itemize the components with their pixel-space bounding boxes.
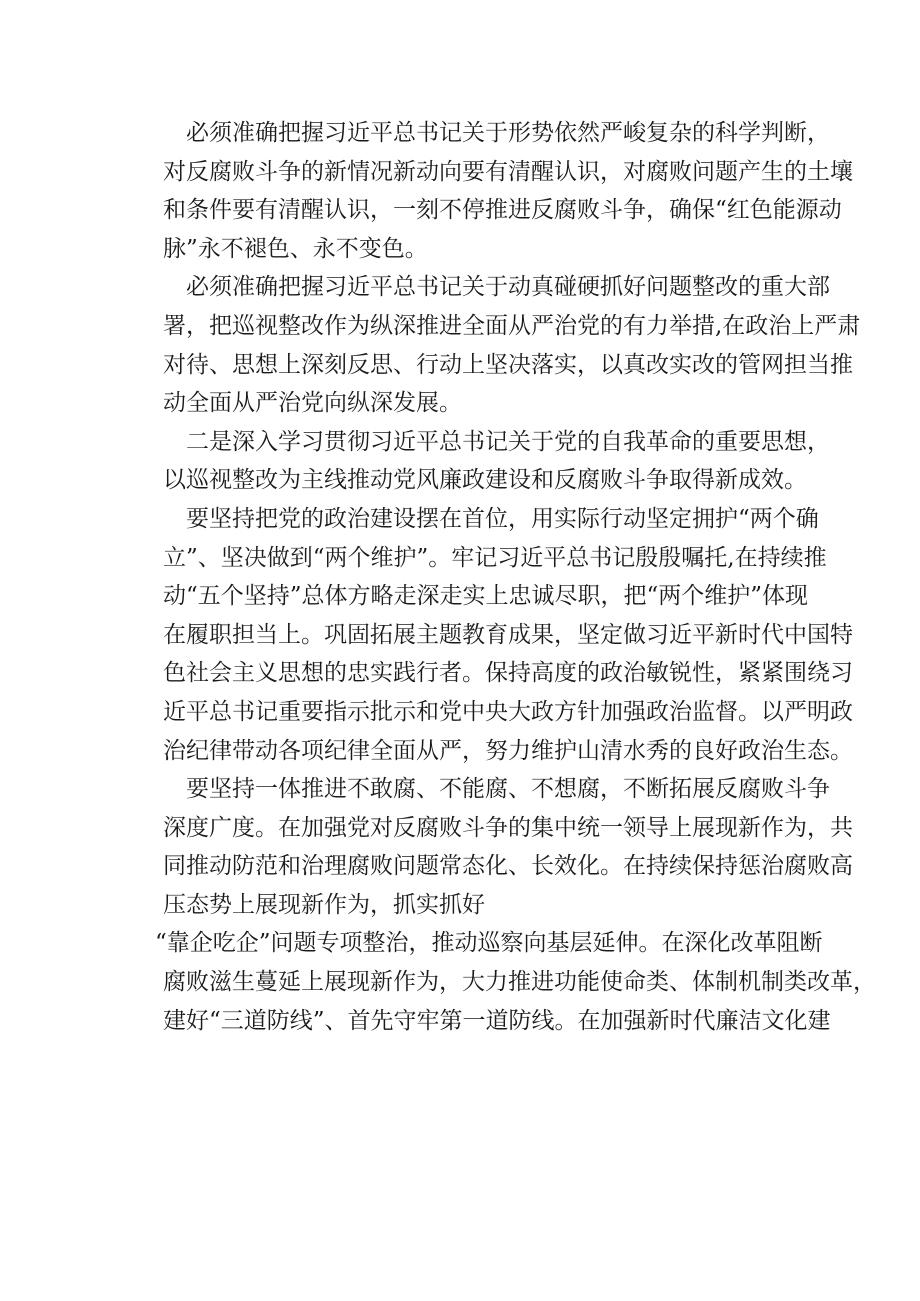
paragraph-4-line-6: 近平总书记重要指示批示和党中央大政方针加强政治监督。以严明政 [163, 698, 853, 725]
paragraph-2-line-1: 必须准确把握习近平总书记关于动真碰硬抓好问题整改的重大部 [186, 274, 830, 301]
paragraph-1-line-3: 和条件要有清醒认识，一刻不停推进反腐败斗争，确保“红色能源动 [163, 197, 842, 224]
paragraph-1-line-4: 脉”永不褪色、永不变色。 [163, 235, 428, 262]
paragraph-5-line-4: 压态势上展现新作为，抓实抓好 [163, 891, 485, 918]
paragraph-5-line-5: “靠企吃企”问题专项整治，推动巡察向基层延伸。在深化改革阻断 [155, 930, 823, 957]
paragraph-4-line-5: 色社会主义思想的忠实践行者。保持高度的政治敏锐性，紧紧围绕习 [163, 660, 853, 687]
paragraph-1-line-1: 必须准确把握习近平总书记关于形势依然严峻复杂的科学判断， [186, 120, 830, 146]
paragraph-2-line-4: 动全面从严治党向纵深发展。 [163, 390, 462, 417]
paragraph-4-line-7: 治纪律带动各项纪律全面从严，努力维护山清水秀的良好政治生态。 [163, 737, 853, 764]
paragraph-5-line-6: 腐败滋生蔓延上展现新作为，大力推进功能使命类、体制机制类改革， [163, 969, 876, 996]
paragraph-4-line-4: 在履职担当上。巩固拓展主题教育成果，坚定做习近平新时代中国特 [163, 621, 853, 648]
paragraph-4-line-2: 立”、坚决做到“两个维护”。牢记习近平总书记殷殷嘱托,在持续推 [163, 544, 827, 571]
paragraph-5-line-2: 深度广度。在加强党对反腐败斗争的集中统一领导上展现新作为，共 [163, 814, 853, 841]
paragraph-2-line-3: 对待、思想上深刻反思、行动上坚决落实，以真改实改的管网担当推 [163, 351, 853, 378]
document-body [155, 114, 876, 1040]
paragraph-2-line-2: 署，把巡视整改作为纵深推进全面从严治党的有力举措,在政治上严肃 [163, 312, 861, 339]
paragraph-5-line-7: 建好“三道防线”、首先守牢第一道防线。在加强新时代廉洁文化建 [163, 1007, 831, 1034]
paragraph-5-line-1: 要坚持一体推进不敢腐、不能腐、不想腐，不断拓展反腐败斗争 [186, 776, 830, 803]
paragraph-5-line-3: 同推动防范和治理腐败问题常态化、长效化。在持续保持惩治腐败高 [163, 853, 853, 880]
paragraph-4-line-1: 要坚持把党的政治建设摆在首位，用实际行动坚定拥护“两个确 [186, 505, 819, 532]
paragraph-3-line-2: 以巡视整改为主线推动党风廉政建设和反腐败斗争取得新成效。 [163, 467, 807, 494]
paragraph-4-line-3: 动“五个坚持”总体方略走深走实上忠诚尽职，把“两个维护”体现 [163, 583, 809, 610]
paragraph-1-line-2: 对反腐败斗争的新情况新动向要有清醒认识，对腐败问题产生的土壤 [163, 158, 853, 185]
paragraph-3-line-1: 二是深入学习贯彻习近平总书记关于党的自我革命的重要思想， [186, 428, 830, 455]
